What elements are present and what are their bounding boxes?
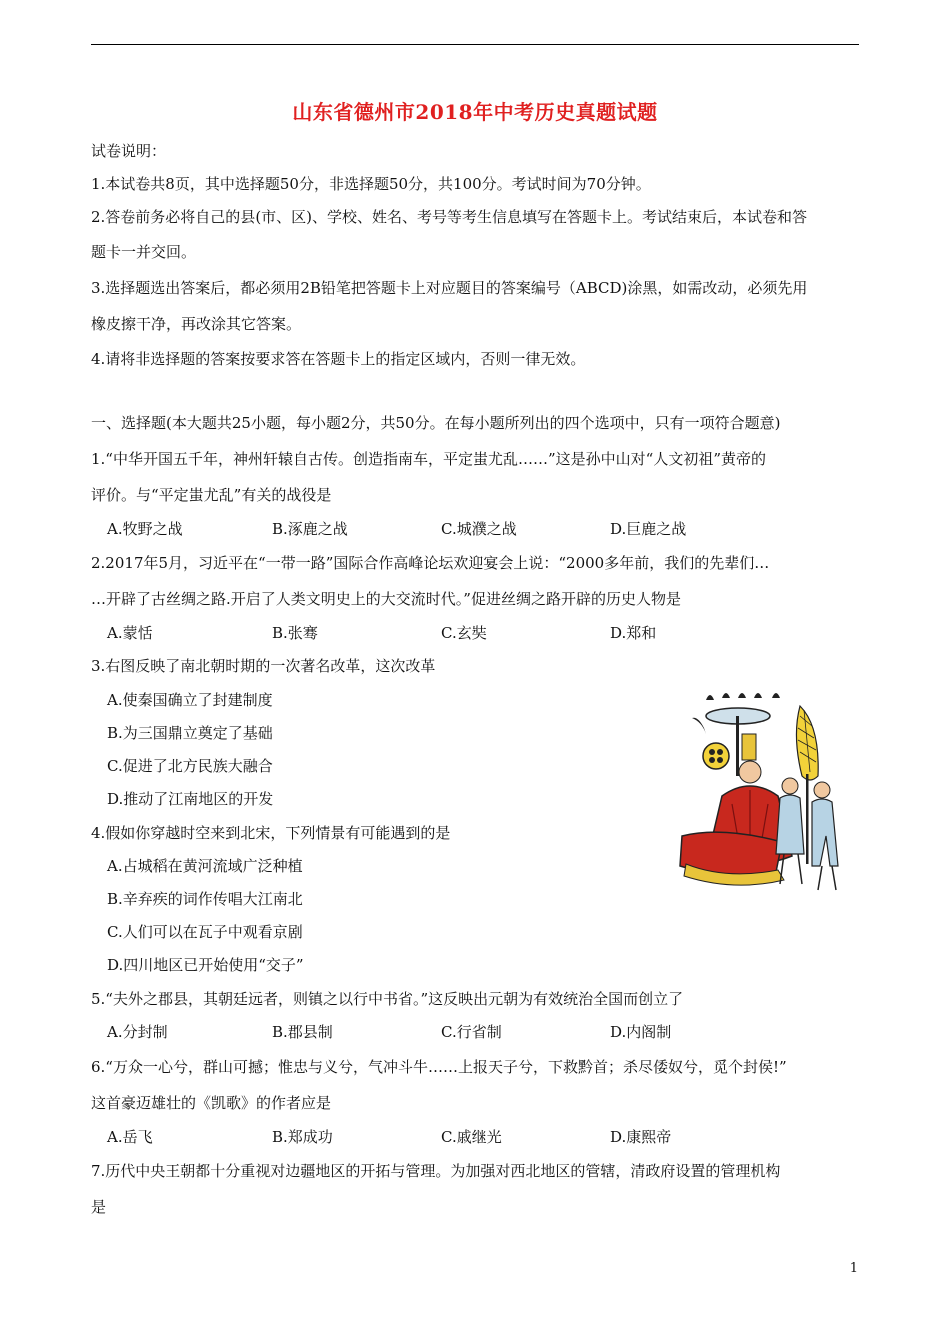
option-b: B.张骞 <box>272 624 318 642</box>
option-d: D.内阁制 <box>610 1023 672 1041</box>
option-d: D.郑和 <box>610 624 657 642</box>
page-number: 1 <box>849 1261 858 1276</box>
question-6-line-1: 6.“万众一心兮，群山可撼；惟忠与义兮，气冲斗牛……上报天子兮，下救黔首；杀尽倭奴兮，觅个封侯!” <box>91 1058 787 1076</box>
question-4-line-1: 4.假如你穿越时空来到北宋，下列情景有可能遇到的是 <box>91 824 451 842</box>
question-7-line-2: 是 <box>91 1198 107 1216</box>
option-a: A.分封制 <box>107 1023 168 1041</box>
option-d: D.巨鹿之战 <box>610 520 687 538</box>
emperor-procession-illustration <box>672 686 844 900</box>
page-title: 山东省德州市2018年中考历史真题试题 <box>292 100 658 124</box>
option-a: A.蒙恬 <box>107 624 153 642</box>
question-2-line-1: 2.2017年5月，习近平在“一带一路”国际合作高峰论坛欢迎宴会上说：“2000多年前，我们的先辈们… <box>91 554 770 572</box>
question-5-line-1: 5.“夫外之郡县，其朝廷远者，则镇之以行中书省。”这反映出元朝为有效统治全国而创立了 <box>91 990 684 1008</box>
instructions-heading: 试卷说明： <box>91 142 167 160</box>
option-b: B.为三国鼎立奠定了基础 <box>107 724 273 742</box>
option-c: C.人们可以在瓦子中观看京剧 <box>107 923 303 941</box>
option-b: B.辛弃疾的词作传唱大江南北 <box>107 890 303 908</box>
option-d: D.四川地区已开始使用“交子” <box>107 956 304 974</box>
option-d: D.推动了江南地区的开发 <box>107 790 274 808</box>
question-2-line-2: …开辟了古丝绸之路.开启了人类文明史上的大交流时代。”促进丝绸之路开辟的历史人物是 <box>91 590 681 608</box>
option-a: A.占城稻在黄河流域广泛种植 <box>107 857 303 875</box>
option-c: C.行省制 <box>441 1023 502 1041</box>
option-c: C.促进了北方民族大融合 <box>107 757 273 775</box>
option-a: A.使秦国确立了封建制度 <box>107 691 273 709</box>
option-d: D.康熙帝 <box>610 1128 672 1146</box>
option-b: B.郡县制 <box>272 1023 333 1041</box>
header-rule <box>91 44 859 45</box>
instruction-2-line-2: 题卡一并交回。 <box>91 243 197 261</box>
instruction-3-line-1: 3.选择题选出答案后，都必须用2B铅笔把答题卡上对应题目的答案编号（ABCD)涂黑，如需改动，必须先用 <box>91 279 808 297</box>
option-c: C.戚继光 <box>441 1128 502 1146</box>
question-1-line-2: 评价。与“平定蚩尤乱”有关的战役是 <box>91 486 332 504</box>
question-7-line-1: 7.历代中央王朝都十分重视对边疆地区的开拓与管理。为加强对西北地区的管辖，清政府设置的管理机构 <box>91 1162 781 1180</box>
option-c: C.玄奘 <box>441 624 487 642</box>
option-a: A.岳飞 <box>107 1128 153 1146</box>
option-c: C.城濮之战 <box>441 520 517 538</box>
instruction-3-line-2: 橡皮擦干净，再改涂其它答案。 <box>91 315 302 333</box>
option-b: B.郑成功 <box>272 1128 333 1146</box>
instruction-4: 4.请将非选择题的答案按要求答在答题卡上的指定区域内，否则一律无效。 <box>91 350 586 368</box>
question-1-line-1: 1.“中华开国五千年，神州轩辕自古传。创造指南车，平定蚩尤乱……”这是孙中山对“人文初祖”黄帝的 <box>91 450 766 468</box>
option-b: B.涿鹿之战 <box>272 520 348 538</box>
instruction-2-line-1: 2.答卷前务必将自己的县(市、区)、学校、姓名、考号等考生信息填写在答题卡上。考试结束后，本试卷和答 <box>91 208 808 226</box>
instruction-1: 1.本试卷共8页，其中选择题50分，非选择题50分，共100分。考试时间为70分钟。 <box>91 175 651 193</box>
section-heading: 一、选择题(本大题共25小题，每小题2分，共50分。在每小题所列出的四个选项中，只有一项符合题意) <box>91 414 781 432</box>
option-a: A.牧野之战 <box>107 520 183 538</box>
question-6-line-2: 这首豪迈雄壮的《凯歌》的作者应是 <box>91 1094 332 1112</box>
question-3-line-1: 3.右图反映了南北朝时期的一次著名改革，这次改革 <box>91 657 436 675</box>
